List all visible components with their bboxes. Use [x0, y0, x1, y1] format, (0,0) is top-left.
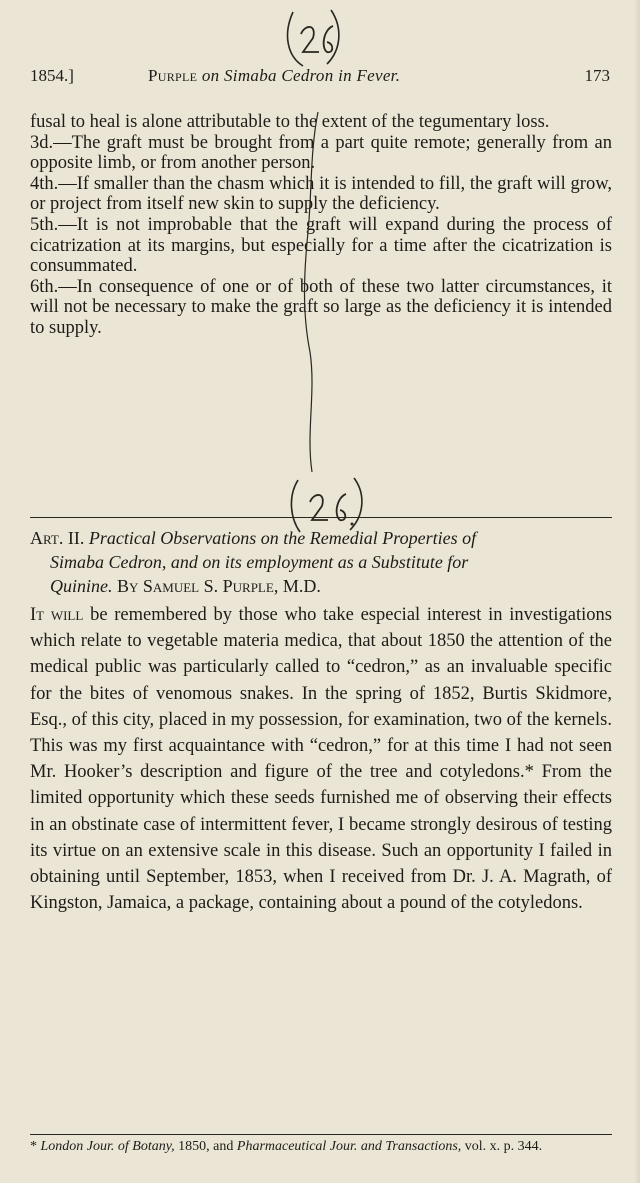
paragraph-point-4: 4th.—If smaller than the chasm which it is intended to fill, the graft will grow, or project from itself new skin to supply the deficiency.: [30, 173, 612, 215]
footnote-journal-2: Pharmaceutical Jour. and Transactions,: [236, 1139, 462, 1154]
footnote-marker: *: [30, 1139, 37, 1154]
paragraph-point-3: 3d.—The graft must be brought from a part quite remote; generally from an opposite limb, or from another person.: [30, 132, 612, 174]
footnote-journal-1: London Jour. of Botany,: [40, 1139, 175, 1154]
article-title-line-1: Practical Observations on the Remedial Properties of: [88, 528, 477, 548]
opening-words: It will: [30, 605, 84, 625]
article-body: [30, 602, 612, 916]
running-head-year: 1854.]: [30, 66, 74, 85]
paragraph-point-5: 5th.—It is not improbable that the graft will expand during the process of cicatrization at its margins, but especially for a time after the cicatrization is consummated.: [30, 214, 612, 277]
handwritten-article-mark: [284, 474, 374, 534]
footnote: * London Jour. of Botany, 1850, and Pharmaceutical Jour. and Transactions, vol. x. p. 344.: [30, 1139, 543, 1154]
running-head: [30, 66, 610, 94]
body-paragraph: be remembered by those who take especial interest in investigations which relate to vegetable materia medica, that about 1850 the attention of the medical public was particularly called to “cedron,” as an invaluable specific for the bites of venomous snakes. In the spring of 1852, Burtis Skidmore, Esq., of this city, placed in my possession, for examination, two of the kernels. This was my first acquaintance with “cedron,” for at this time I had not seen Mr. Hooker’s description and figure of the tree and cotyledons.* From the limited opportunity which these seeds furnished me of observing their effects in an obstinate case of intermittent fever, I became strongly desirous of testing its virtue on an extensive scale in this disease. Such an opportunity I failed in obtaining until September, 1853, when I received from Dr. J. A. Magrath, of Kingston, Jamaica, a package, containing about a pound of the cotyledons.: [30, 605, 612, 914]
scan-fold-line: [298, 112, 324, 472]
running-head-title: Purple on Simaba Cedron in Fever.: [148, 66, 401, 85]
article-title-line-3: Quinine.: [50, 576, 113, 596]
article-label: Art. II.: [30, 528, 85, 548]
page-number: 173: [584, 66, 610, 85]
article-byline: By Samuel S. Purple, M.D.: [117, 576, 321, 596]
paragraph-continuation: fusal to heal is alone attributable to the extent of the tegumentary loss.: [30, 112, 550, 132]
handwritten-page-mark: [283, 4, 347, 70]
paragraph-point-6: 6th.—In consequence of one or of both of these two latter circumstances, it will not be necessary to make the graft so large as the deficiency it is intended to supply.: [30, 276, 612, 338]
article-title-line-2: Simaba Cedron, and on its employment as a Substitute for: [50, 552, 469, 572]
scan-edge-shadow: [634, 0, 640, 1183]
article-heading: [30, 526, 612, 598]
footnote-rule: [30, 1134, 612, 1135]
